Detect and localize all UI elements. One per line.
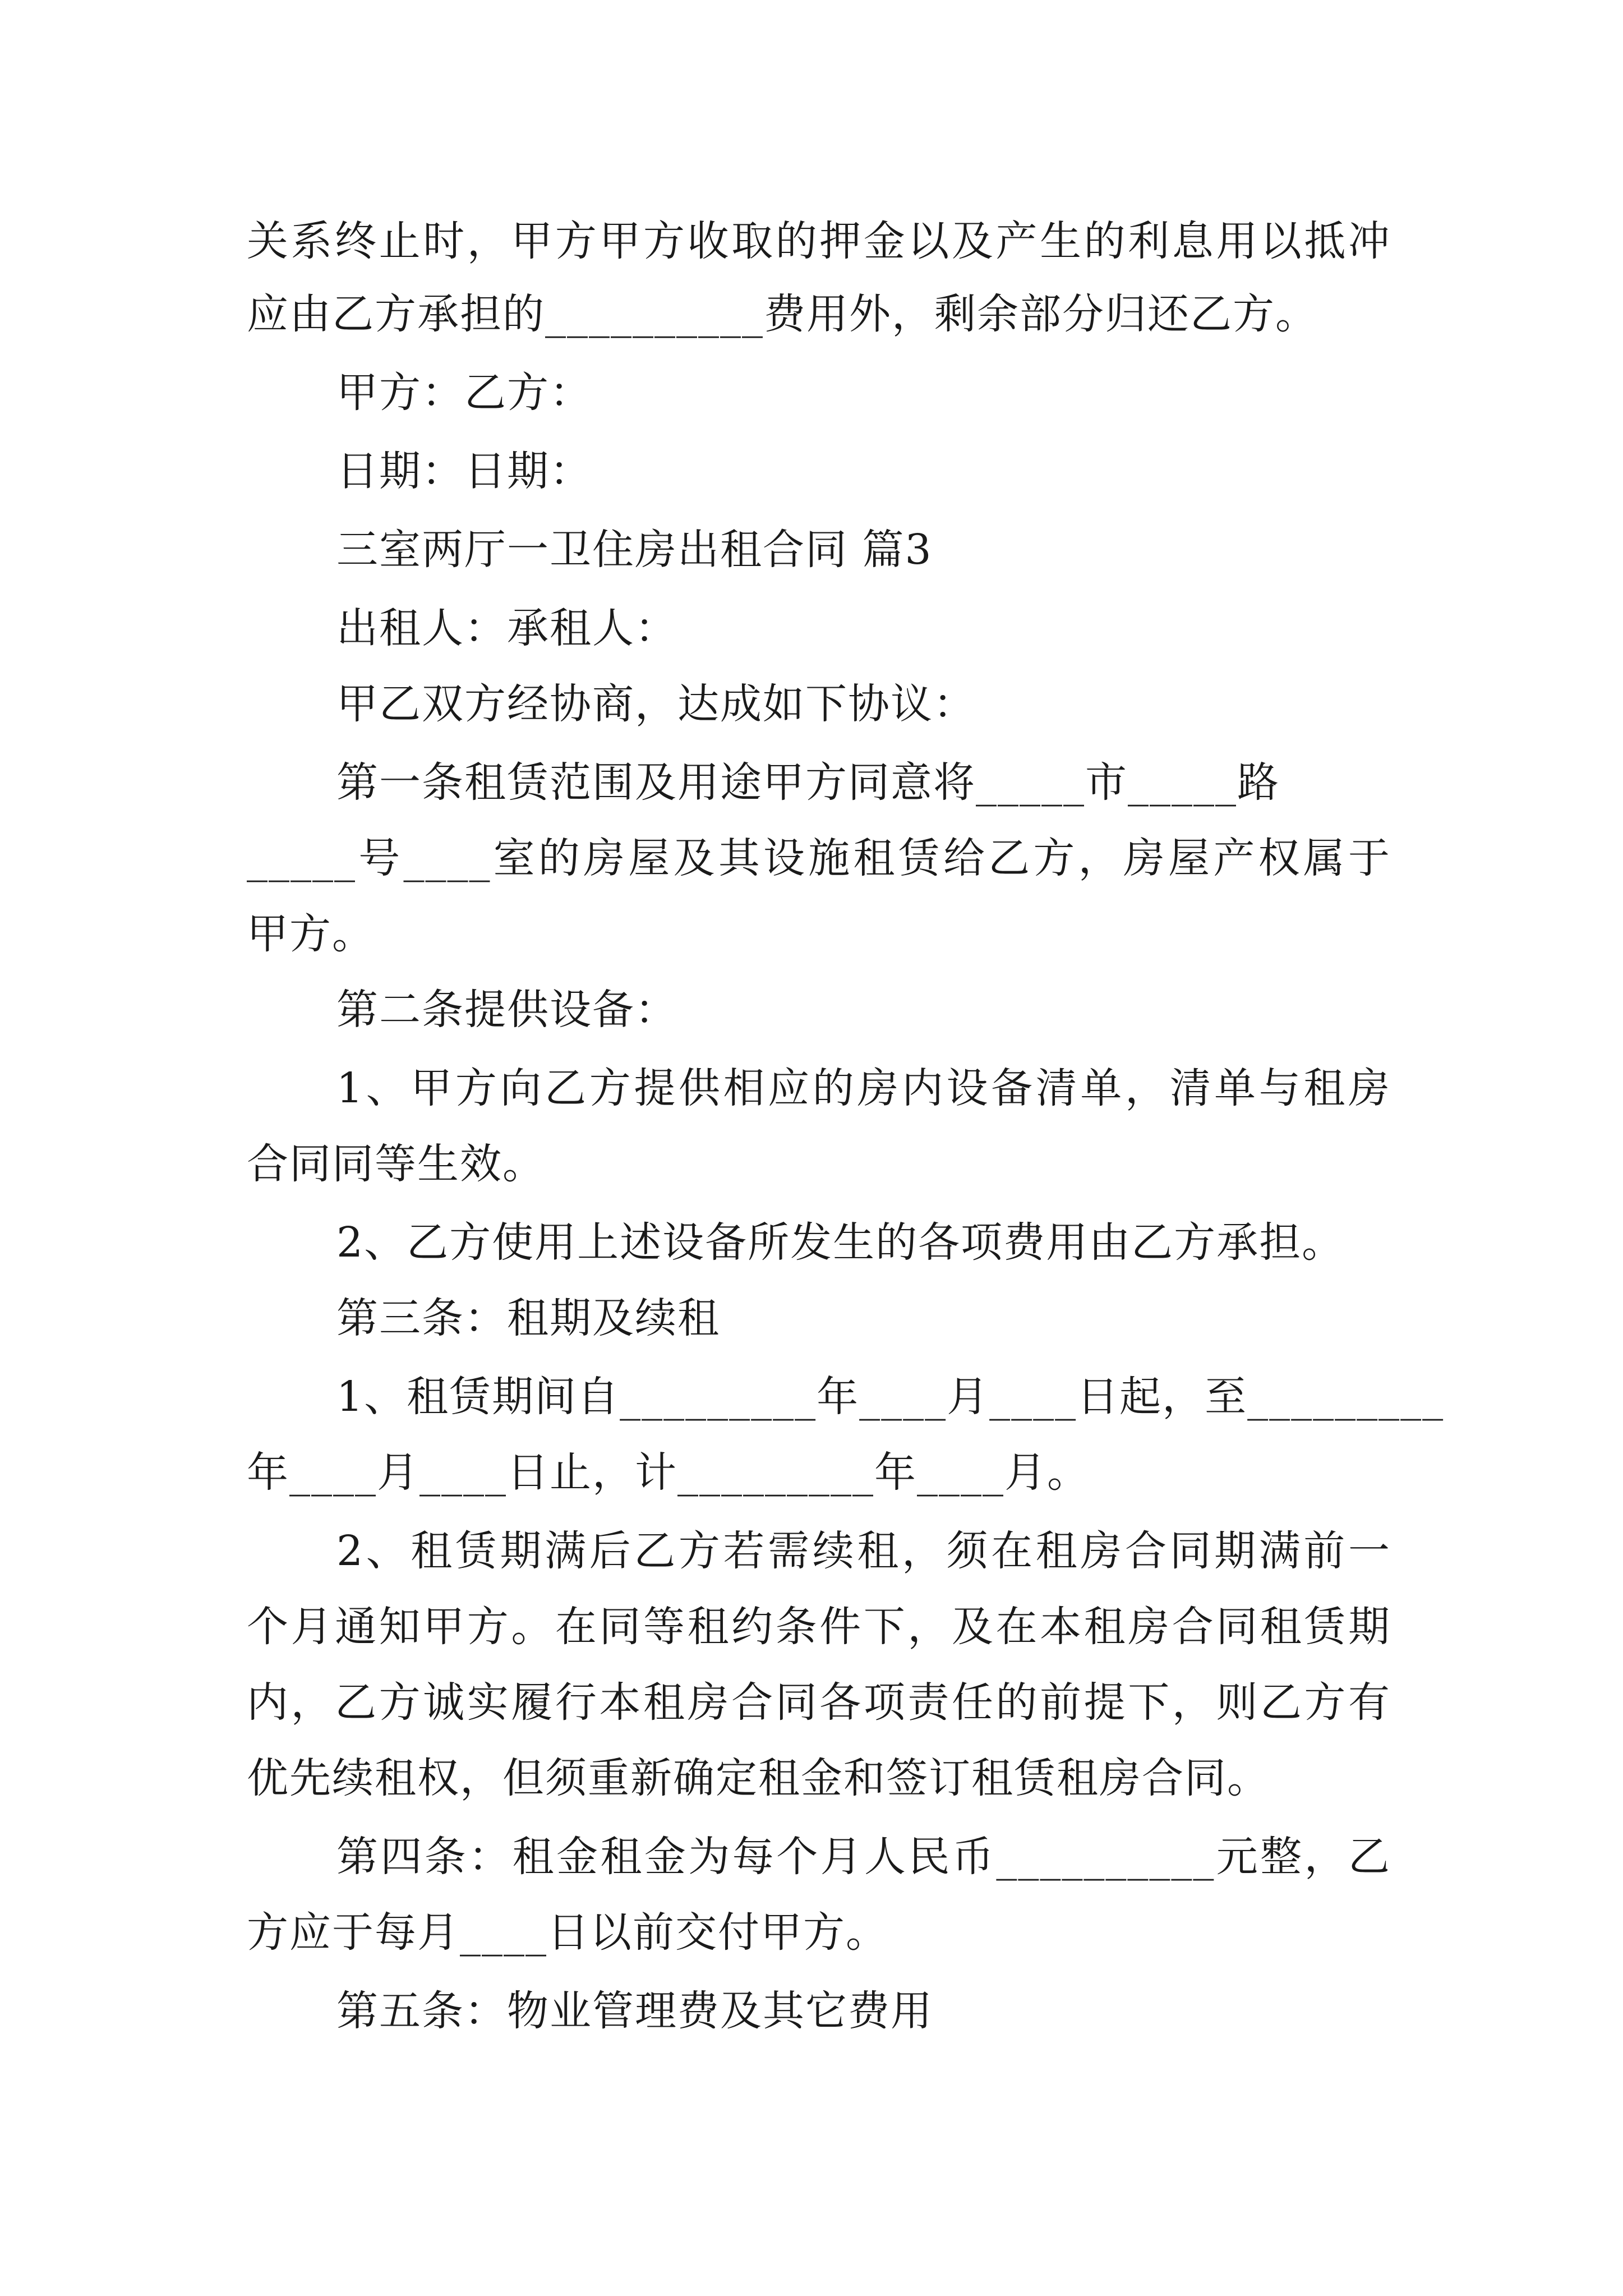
text-line: 合同同等生效。 bbox=[247, 1140, 545, 1188]
text-line: 第五条：物业管理费及其它费用 bbox=[336, 1987, 933, 2035]
text-line: 1、租赁期间自_________年____月____日起，至_________ bbox=[336, 1373, 1445, 1421]
text-line: 甲方。 bbox=[247, 910, 375, 958]
text-line: _____号____室的房屋及其设施租赁给乙方，房屋产权属于 bbox=[247, 834, 1391, 882]
text-line: 2、租赁期满后乙方若需续租，须在租房合同期满前一 bbox=[336, 1527, 1391, 1575]
text-line: 2、乙方使用上述设备所发生的各项费用由乙方承担。 bbox=[336, 1218, 1345, 1267]
text-line: 优先续租权，但须重新确定租金和签订租赁租房合同。 bbox=[247, 1754, 1270, 1802]
text-line: 关系终止时，甲方甲方收取的押金以及产生的利息用以抵冲 bbox=[247, 217, 1391, 265]
text-line: 出租人：承租人： bbox=[336, 604, 677, 652]
text-line: 个月通知甲方。在同等租约条件下，及在本租房合同租赁期 bbox=[247, 1603, 1391, 1651]
text-line: 应由乙方承担的__________费用外，剩余部分归还乙方。 bbox=[247, 290, 1318, 338]
text-line: 甲方：乙方： bbox=[336, 369, 592, 417]
text-line: 内，乙方诚实履行本租房合同各项责任的前提下，则乙方有 bbox=[247, 1678, 1391, 1727]
section-heading: 三室两厅一卫住房出租合同 篇3 bbox=[336, 526, 933, 574]
text-line: 方应于每月____日以前交付甲方。 bbox=[247, 1908, 888, 1957]
text-line: 甲乙双方经协商，达成如下协议： bbox=[336, 680, 976, 728]
text-line: 日期：日期： bbox=[336, 447, 592, 495]
text-line: 1、甲方向乙方提供相应的房内设备清单，清单与租房 bbox=[336, 1064, 1391, 1112]
text-line: 第三条：租期及续租 bbox=[336, 1294, 720, 1342]
text-line: 第一条租赁范围及用途甲方同意将_____市_____路 bbox=[336, 758, 1280, 807]
text-line: 第二条提供设备： bbox=[336, 986, 677, 1034]
text-line: 年____月____日止，计_________年____月。 bbox=[247, 1448, 1090, 1497]
text-line: 第四条：租金租金为每个月人民币__________元整，乙 bbox=[336, 1833, 1391, 1881]
